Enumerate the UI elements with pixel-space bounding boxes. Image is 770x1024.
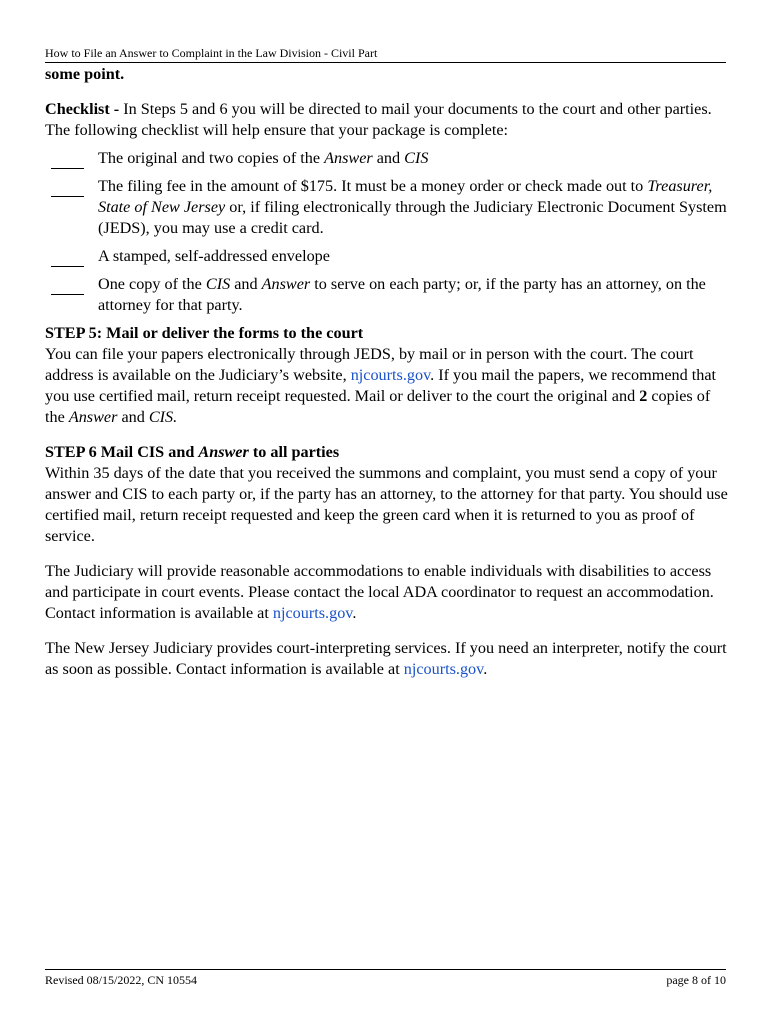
step-5-section bbox=[45, 323, 730, 428]
page-content bbox=[45, 64, 730, 680]
checklist-item-answer-cis-copies: The original and two copies of the Answer and CIS bbox=[45, 148, 730, 169]
checklist-item-envelope: A stamped, self-addressed envelope bbox=[45, 246, 730, 267]
step-6-section bbox=[45, 442, 730, 547]
checkbox-blank-line bbox=[51, 182, 84, 197]
checklist-intro-text: In Steps 5 and 6 you will be directed to mail your documents to the court and other parties. The following checklist will help ensure that your package is complete: bbox=[45, 100, 712, 139]
interpreter-services-paragraph: The New Jersey Judiciary provides court-interpreting services. If you need an interpreter, notify the court as soon as possible. Contact information is available at njcourts.gov. bbox=[45, 639, 727, 678]
checklist bbox=[45, 148, 730, 316]
checkbox-blank-line bbox=[51, 280, 84, 295]
step-5-heading: STEP 5: Mail or deliver the forms to the court bbox=[45, 324, 364, 342]
checkbox-blank-line bbox=[51, 252, 84, 267]
checklist-item-service-copy: One copy of the CIS and Answer to serve on each party; or, if the party has an attorney, on the attorney for that party. bbox=[45, 274, 730, 316]
step-5-body: You can file your papers electronically through JEDS, by mail or in person with the court. The court address is available on the Judiciary’s website, njcourts.gov. If you mail the papers, we recommend that you use certified mail, return receipt requested. Mail or deliver to the court the original and 2 copies of the Answer and CIS. bbox=[45, 345, 717, 426]
running-header: How to File an Answer to Complaint in the Law Division - Civil Part bbox=[45, 46, 726, 63]
njcourts-link[interactable]: njcourts.gov bbox=[272, 604, 353, 622]
checklist-item-filing-fee: The filing fee in the amount of $175. It must be a money order or check made out to Treasurer, State of New Jersey or, if filing electronically through the Judiciary Electronic Document System (JEDS), you may use a credit card. bbox=[45, 176, 730, 239]
carryover-text: some point. bbox=[45, 65, 125, 83]
step-6-heading: STEP 6 Mail CIS and Answer to all parties bbox=[45, 443, 340, 461]
step-6-body: Within 35 days of the date that you received the summons and complaint, you must send a copy of your answer and CIS to each party or, if the party has an attorney, to the attorney for that party. You should use certified mail, return receipt requested and keep the green card when it is returned to you as proof of service. bbox=[45, 464, 728, 545]
ada-accommodation-paragraph: The Judiciary will provide reasonable accommodations to enable individuals with disabilities to access and participate in court events. Please contact the local ADA coordinator to request an accommodation. Contact information is available at njcourts.gov. bbox=[45, 562, 714, 622]
njcourts-link[interactable]: njcourts.gov bbox=[403, 660, 484, 678]
revision-info: Revised 08/15/2022, CN 10554 bbox=[45, 973, 197, 987]
checkbox-blank-line bbox=[51, 154, 84, 169]
checklist-intro bbox=[45, 99, 730, 141]
njcourts-link[interactable]: njcourts.gov bbox=[350, 366, 431, 384]
running-footer bbox=[45, 969, 726, 988]
page-number: page 8 of 10 bbox=[666, 973, 726, 987]
checklist-heading: Checklist - bbox=[45, 100, 120, 118]
